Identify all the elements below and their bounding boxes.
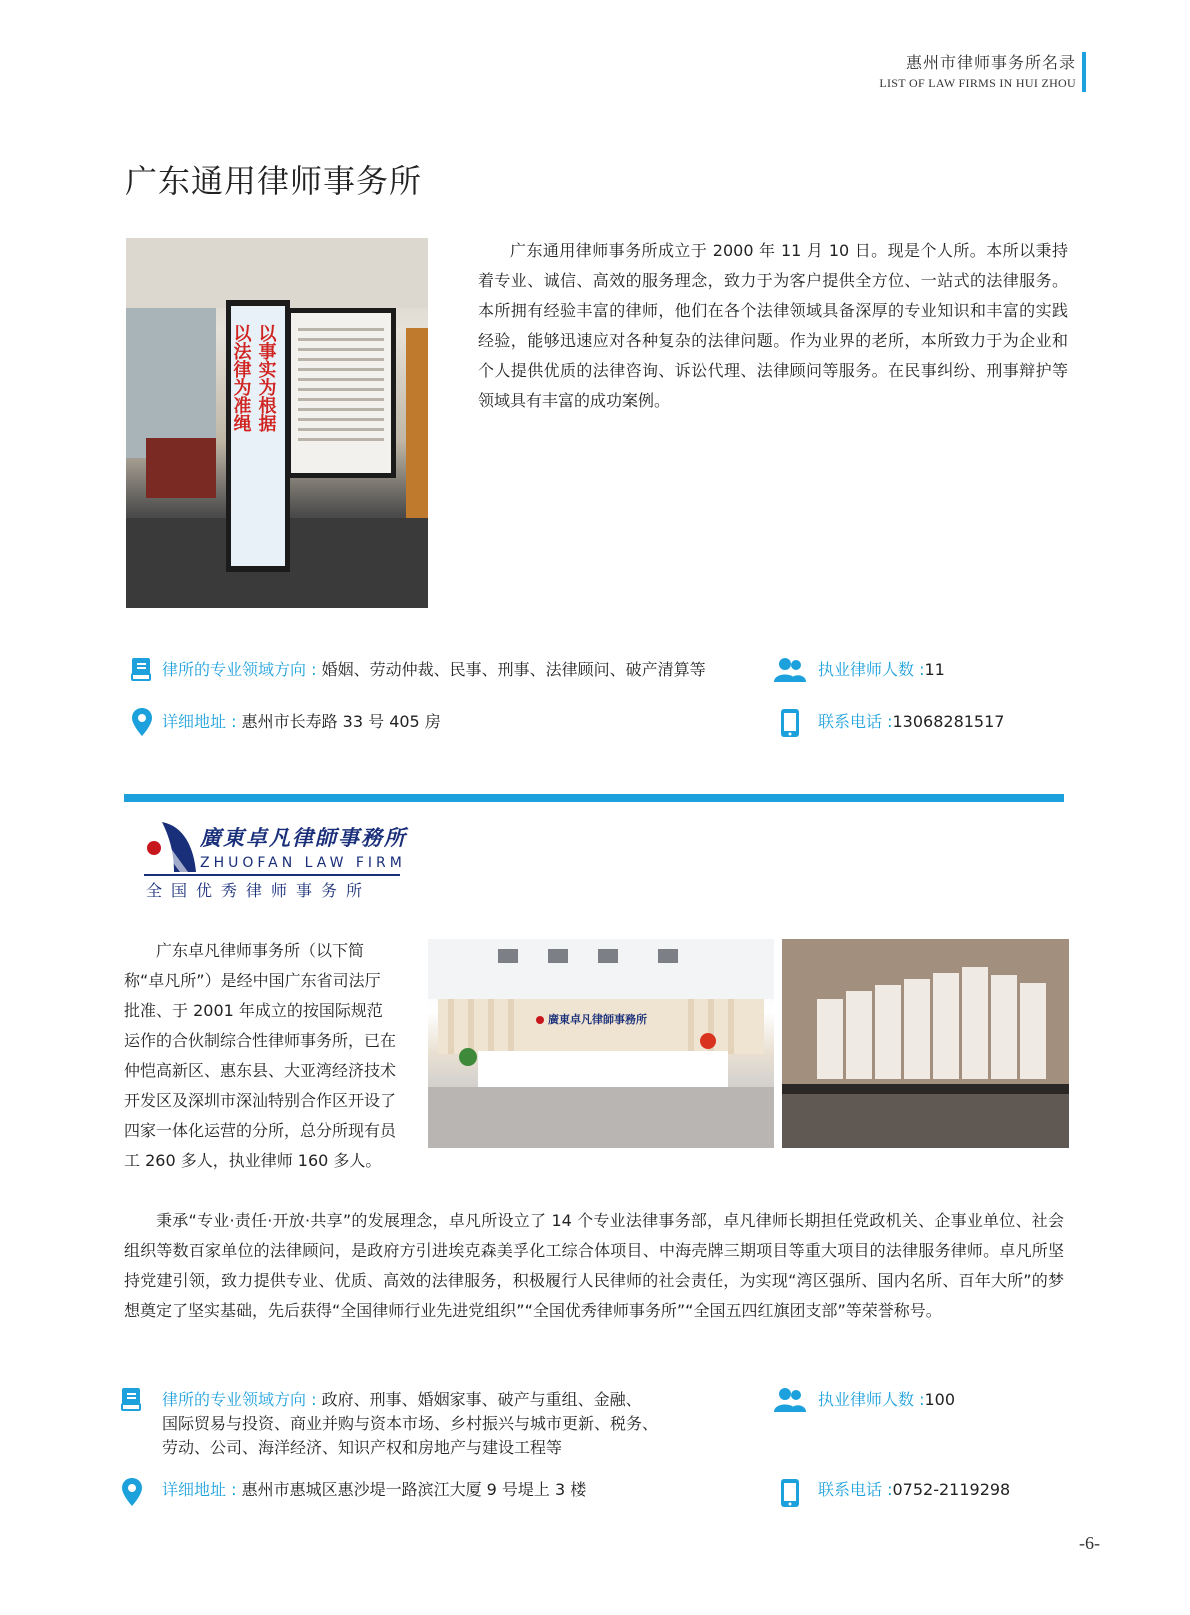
firm2-field-row [162, 1388, 762, 1460]
people-icon [774, 656, 806, 682]
firm1-phone-value: 13068281517 [892, 712, 1005, 731]
firm2-phone-row [818, 1478, 1010, 1502]
firm1-intro: 广东通用律师事务所成立于 2000 年 11 月 10 日。现是个人所。本所以秉持着专业、诚信、高效的服务理念，致力于为客户提供全方位、一站式的法律服务。本所拥有经验丰富的律师，他们在各个法律领域具备深厚的专业知识和丰富的实践经验，能够迅速应对各种复杂的法律问题。作为业界的老所，本所致力于为企业和个人提供优质的法律咨询、诉讼代理、法律顾问等服务。在民事纠纷、刑事辩护等领域具有丰富的成功案例。 [478, 241, 1068, 410]
firm1-phone-row [818, 710, 1004, 734]
firm2-field-value: 政府、刑事、婚姻家事、破产与重组、金融、 [321, 1390, 642, 1409]
firm1-office-photo [126, 238, 428, 608]
firm1-sign-left: 以法律为准绳 [230, 324, 252, 432]
location-pin-icon [122, 1478, 142, 1506]
firm1-title: 广东通用律师事务所 [125, 162, 423, 200]
firm1-field-label: 律所的专业领域方向 : [162, 660, 322, 679]
firm2-logo-en: ZHUOFAN LAW FIRM [200, 855, 406, 871]
firm1-field-value: 婚姻、劳动仲裁、民事、刑事、法律顾问、破产清算等 [321, 660, 706, 679]
firm1-photo-illustration [126, 238, 428, 608]
firm2-address-label: 详细地址 : [162, 1480, 242, 1499]
firm2-lobby-photo [428, 939, 774, 1148]
firm2-field-value-line2: 国际贸易与投资、商业并购与资本市场、乡村振兴与城市更新、税务、 [162, 1414, 659, 1433]
firm1-address-row [162, 710, 441, 734]
firm1-lawyers-row [818, 658, 945, 682]
header-accent-bar [1082, 52, 1086, 92]
firm2-hall-illustration [782, 939, 1069, 1148]
firm2-logo-cn: 廣東卓凡律師事務所 [200, 825, 407, 850]
page-number: -6- [1079, 1533, 1100, 1553]
firm2-intro-part2: 秉承“专业·责任·开放·共享”的发展理念，卓凡所设立了 14 个专业法律事务部，卓凡律师长期担任党政机关、企事业单位、社会组织等数百家单位的法律顾问，是政府方引进埃克森美孚化工综合体项目、中海壳牌三期项目等重大项目的法律服务律师。卓凡所坚持党建引领，致力提供专业、优质、高效的法律服务，积极履行人民律师的社会责任，为实现“湾区强所、国内名所、百年大所”的梦想奠定了坚实基础，先后获得“全国律师行业先进党组织”“全国优秀律师事务所”“全国五四红旗团支部”等荣誉称号。 [124, 1211, 1064, 1320]
firm2-logo-mark [144, 818, 198, 874]
section-divider [124, 794, 1064, 802]
location-pin-icon [132, 708, 152, 736]
firm2-lawyers-row [818, 1388, 955, 1412]
firm2-address-row [162, 1478, 586, 1502]
header-subtitle: LIST OF LAW FIRMS IN HUI ZHOU [879, 76, 1076, 90]
firm1-sign-right: 以事实为根据 [255, 324, 277, 432]
book-icon [128, 656, 154, 682]
firm1-address-value: 惠州市长寿路 33 号 405 房 [241, 712, 441, 731]
firm1-address-label: 详细地址 : [162, 712, 242, 731]
firm2-phone-label: 联系电话 : [818, 1480, 893, 1499]
firm1-lawyers-label: 执业律师人数 : [818, 660, 925, 679]
firm2-hall-photo [782, 939, 1069, 1148]
header-title: 惠州市律师事务所名录 [905, 53, 1076, 72]
firm2-field-label: 律所的专业领域方向 : [162, 1390, 322, 1409]
firm1-phone-label: 联系电话 : [818, 712, 893, 731]
phone-icon [780, 1478, 800, 1508]
firm1-field-row [162, 658, 706, 682]
book-icon [118, 1386, 144, 1412]
phone-icon [780, 708, 800, 738]
firm2-logo-rule [144, 874, 400, 876]
firm2-intro-part1: 广东卓凡律师事务所（以下简称“卓凡所”）是经中国广东省司法厅批准、于 2001 年成立的按国际规范运作的合伙制综合性律师事务所，已在仲恺高新区、惠东县、大亚湾经济技术开发区及深圳市深汕特别合作区开设了四家一体化运营的分所，总分所现有员工 260 多人，执业律师 160 多人。 [124, 941, 397, 1170]
firm2-lobby-illustration [428, 939, 774, 1148]
people-icon [774, 1386, 806, 1412]
firm2-lobby-sign: 廣東卓凡律師事務所 [548, 1013, 647, 1026]
firm2-logo [144, 818, 407, 902]
firm1-lawyers-value: 11 [924, 660, 945, 679]
firm2-field-value-line3: 劳动、公司、海洋经济、知识产权和房地产与建设工程等 [162, 1438, 563, 1457]
firm2-phone-value: 0752-2119298 [892, 1480, 1011, 1499]
firm2-lawyers-label: 执业律师人数 : [818, 1390, 925, 1409]
firm2-lawyers-value: 100 [924, 1390, 956, 1409]
firm2-logo-sub: 全国优秀律师事务所 [146, 881, 372, 900]
firm2-address-value: 惠州市惠城区惠沙堤一路滨江大厦 9 号堤上 3 楼 [241, 1480, 587, 1499]
